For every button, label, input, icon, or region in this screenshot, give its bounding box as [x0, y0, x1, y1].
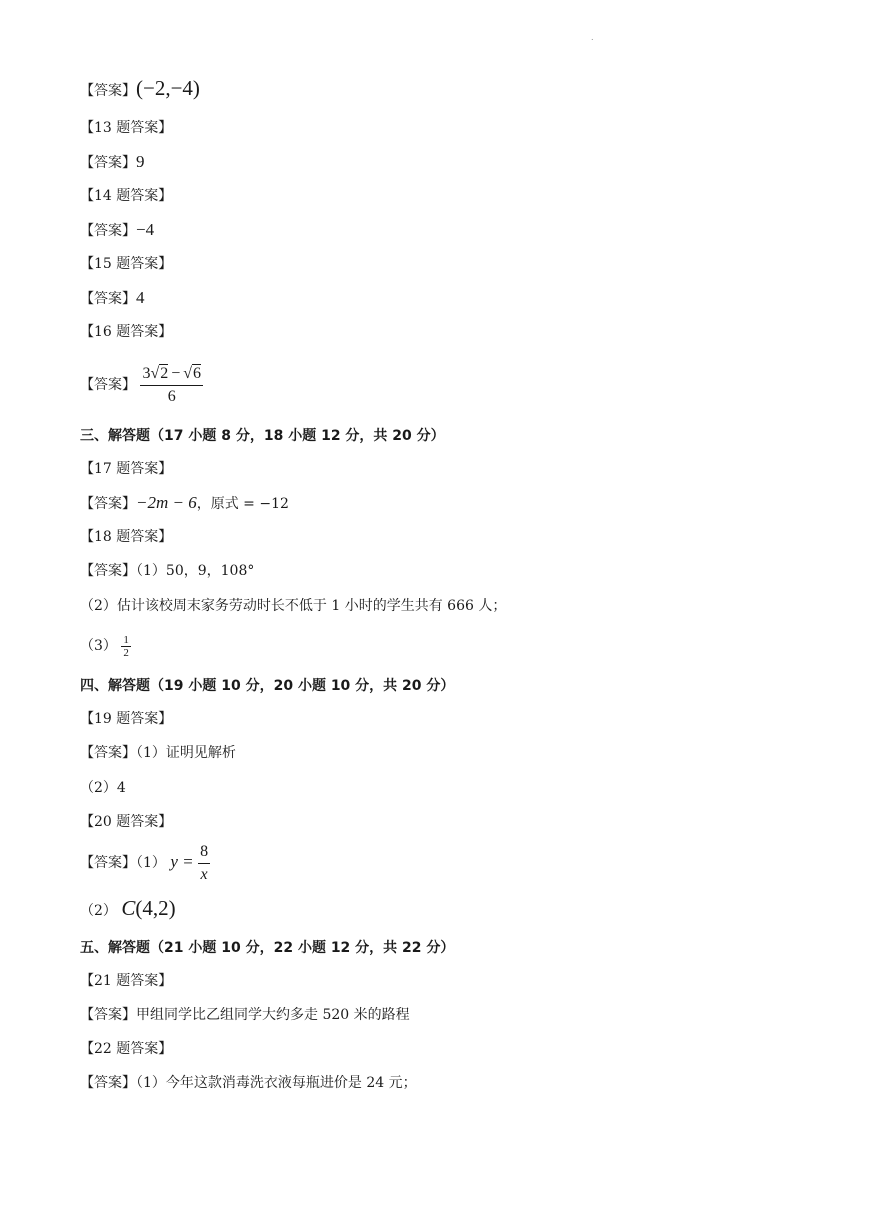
answer-19-part-1-text: （1）证明见解析: [136, 745, 236, 761]
answer-tag: 【答案】: [80, 563, 136, 579]
answer-13: [80, 152, 145, 173]
point-coordinates: (4,2): [135, 896, 176, 920]
answer-tag: 【答案】: [80, 745, 136, 761]
answer-18-part-3: [80, 632, 131, 660]
question-21-heading: 【21 题答案】: [80, 973, 173, 989]
answer-18-part-1: [80, 561, 254, 581]
answer-17-result: ，原式 = −12: [196, 496, 289, 512]
answer-22-part-1-text: （1）今年这款消毒洗衣液每瓶进价是 24 元；: [136, 1075, 417, 1091]
answer-20-part-1: [80, 840, 210, 886]
section-4-heading: 四、解答题（19 小题 10 分，20 小题 10 分，共 20 分）: [80, 678, 455, 694]
answer-tag: 【答案】: [80, 155, 136, 171]
sqrt-sign: √: [150, 365, 160, 382]
answer-14: [80, 220, 154, 241]
answer-tag: 【答案】: [80, 1075, 136, 1091]
fraction-denominator: 6: [167, 388, 176, 405]
question-16-heading: 【16 题答案】: [80, 324, 173, 340]
answer-20-part-2: [80, 896, 176, 923]
answer-18-fraction: [121, 634, 131, 659]
section-5-heading: 五、解答题（21 小题 10 分，22 小题 12 分，共 22 分）: [80, 940, 455, 956]
answer-19-part-2: （2）4: [80, 780, 126, 796]
answer-17-expression: −2m − 6: [136, 493, 197, 512]
point-name: C: [121, 896, 136, 920]
fraction-numerator: 8: [198, 841, 210, 864]
fraction-denominator: 2: [123, 646, 129, 659]
answer-17: [80, 493, 289, 514]
answer-12-value: (−2,−4): [136, 76, 200, 100]
answer-tag: 【答案】: [80, 1007, 136, 1023]
answer-tag: 【答案】: [80, 83, 136, 99]
answer-21: [80, 1005, 410, 1025]
answer-13-value: 9: [136, 152, 145, 171]
question-19-heading: 【19 题答案】: [80, 711, 173, 727]
sqrt-sign: √: [183, 365, 193, 382]
answer-19-part-1: [80, 743, 236, 763]
question-18-heading: 【18 题答案】: [80, 529, 173, 545]
question-20-heading: 【20 题答案】: [80, 814, 173, 830]
question-17-heading: 【17 题答案】: [80, 461, 173, 477]
answer-16: [80, 362, 203, 408]
answer-tag: 【答案】: [80, 377, 136, 393]
answer-15: [80, 288, 145, 309]
answer-tag: 【答案】: [80, 496, 136, 512]
fraction-numerator: 3√2 − √6: [140, 362, 203, 386]
part-label: （2）: [80, 903, 117, 919]
question-15-heading: 【15 题答案】: [80, 256, 173, 272]
part-label: （3）: [80, 638, 117, 654]
answer-20-fraction: [198, 841, 210, 886]
question-13-heading: 【13 题答案】: [80, 120, 173, 136]
answer-21-text: 甲组同学比乙组同学大约多走 520 米的路程: [136, 1007, 410, 1023]
section-3-heading: 三、解答题（17 小题 8 分，18 小题 12 分，共 20 分）: [80, 428, 445, 444]
answer-15-value: 4: [136, 288, 145, 307]
answer-tag: 【答案】: [80, 291, 136, 307]
answer-tag: 【答案】: [80, 223, 136, 239]
answer-20-lhs: y =: [170, 852, 194, 871]
answer-16-fraction: [140, 362, 203, 408]
question-14-heading: 【14 题答案】: [80, 188, 173, 204]
answer-tag: 【答案】: [80, 855, 136, 871]
header-mark: .: [591, 33, 594, 42]
answer-22-part-1: [80, 1073, 417, 1093]
part-label: （1）: [136, 855, 166, 871]
answer-14-value: −4: [136, 220, 155, 239]
fraction-denominator: x: [200, 865, 208, 883]
answer-18-part-2: （2）估计该校周末家务劳动时长不低于 1 小时的学生共有 666 人；: [80, 598, 507, 614]
answer-18-part-1-text: （1）50，9，108°: [136, 563, 255, 579]
question-22-heading: 【22 题答案】: [80, 1041, 173, 1057]
fraction-numerator: 1: [123, 633, 129, 646]
answer-12: [80, 78, 200, 101]
